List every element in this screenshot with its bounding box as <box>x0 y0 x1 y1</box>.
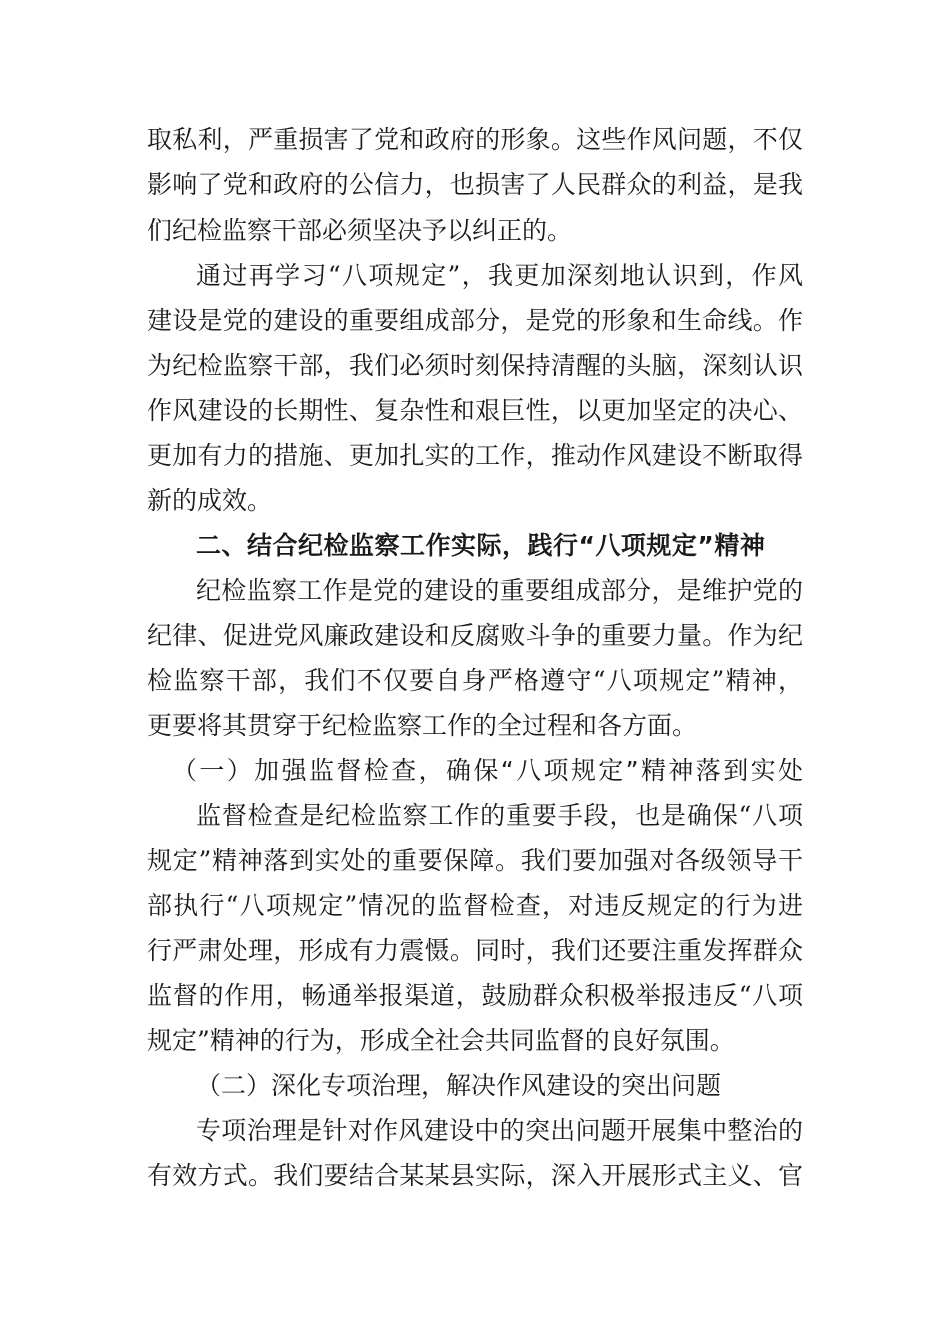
body-text-line: 更要将其贯穿于纪检监察工作的全过程和各方面。 <box>147 711 698 740</box>
body-text-line: 作风建设的长期性、复杂性和艰巨性，以更加坚定的决心、 <box>147 396 803 425</box>
body-text-line: 监督的作用，畅通举报渠道，鼓励群众积极举报违反“八项 <box>147 981 803 1010</box>
body-text-line: 纪检监察工作是党的建设的重要组成部分，是维护党的 <box>196 576 803 605</box>
body-text-line: 建设是党的建设的重要组成部分，是党的形象和生命线。作 <box>147 306 803 335</box>
body-text-line: 检监察干部，我们不仅要自身严格遵守“八项规定”精神， <box>147 666 803 695</box>
body-text-line: 取私利，严重损害了党和政府的形象。这些作风问题，不仅 <box>147 125 803 154</box>
subsection-heading: （一）加强监督检查，确保“八项规定”精神落到实处 <box>172 756 803 785</box>
body-text-line: 行严肃处理，形成有力震慑。同时，我们还要注重发挥群众 <box>147 936 803 965</box>
body-text-line: 专项治理是针对作风建设中的突出问题开展集中整治的 <box>196 1116 803 1145</box>
body-text-line: 规定”精神落到实处的重要保障。我们要加强对各级领导干 <box>147 846 803 875</box>
body-text-line: 更加有力的措施、更加扎实的工作，推动作风建设不断取得 <box>147 441 803 470</box>
body-text-line: 新的成效。 <box>147 486 273 515</box>
subsection-heading: （二）深化专项治理，解决作风建设的突出问题 <box>196 1071 722 1100</box>
body-text-line: 监督检查是纪检监察工作的重要手段，也是确保“八项 <box>196 801 803 830</box>
section-heading: 二、结合纪检监察工作实际，践行“八项规定”精神 <box>196 531 766 560</box>
body-text-line: 们纪检监察干部必须坚决予以纠正的。 <box>147 216 573 245</box>
body-text-line: 通过再学习“八项规定”，我更加深刻地认识到，作风 <box>196 261 803 290</box>
body-text-line: 影响了党和政府的公信力，也损害了人民群众的利益，是我 <box>147 170 803 199</box>
body-text-line: 纪律、促进党风廉政建设和反腐败斗争的重要力量。作为纪 <box>147 621 803 650</box>
body-text-line: 规定”精神的行为，形成全社会共同监督的良好氛围。 <box>147 1026 735 1055</box>
body-text-line: 部执行“八项规定”情况的监督检查，对违反规定的行为进 <box>147 891 803 920</box>
body-text-line: 为纪检监察干部，我们必须时刻保持清醒的头脑，深刻认识 <box>147 351 803 380</box>
body-text-line: 有效方式。我们要结合某某县实际，深入开展形式主义、官 <box>147 1161 803 1190</box>
